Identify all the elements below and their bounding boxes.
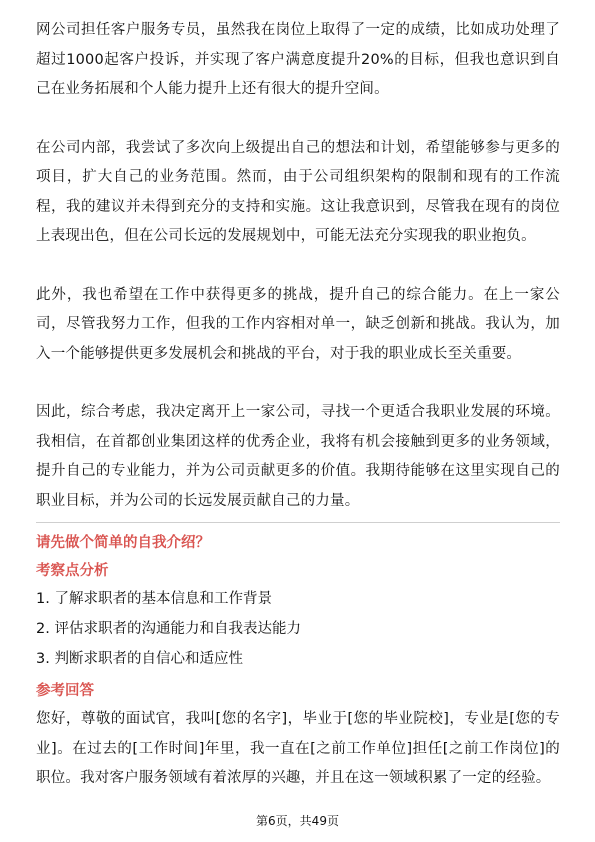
body-paragraph-2: 在公司内部，我尝试了多次向上级提出自己的想法和计划，希望能够参与更多的项目，扩大自己的业务范围。然而，由于公司组织架构的限制和现有的工作流程，我的建议并未得到充分的支持和实施。这让我意识到，尽管我在现有的岗位上表现出色，但在公司长远的发展规划中，可能无法充分实现我的职业抱负。 bbox=[36, 139, 560, 244]
body-paragraph-4: 因此，综合考虑，我决定离开上一家公司，寻找一个更适合我职业发展的环境。我相信，在首都创业集团这样的优秀企业，我将有机会接触到更多的业务领域，提升自己的专业能力，并为公司贡献更多的价值。我期待能够在这里实现自己的职业目标，并为公司的长远发展贡献自己的力量。 bbox=[36, 404, 560, 509]
analysis-item-2: 2. 评估求职者的沟通能力和自我表达能力 bbox=[36, 621, 301, 637]
page-content bbox=[36, 16, 560, 794]
interview-question: 请先做个简单的自我介绍？ bbox=[36, 535, 210, 551]
body-paragraph-1: 网公司担任客户服务专员，虽然我在岗位上取得了一定的成绩，比如成功处理了超过1000起客户投诉，并实现了客户满意度提升20%的目标，但我也意识到自己在业务拓展和个人能力提升上还有很大的提升空间。 bbox=[36, 22, 560, 97]
reference-title: 参考回答 bbox=[36, 683, 94, 699]
reference-answer: 您好，尊敬的面试官，我叫[您的名字]，毕业于[您的毕业院校]，专业是[您的专业]。在过去的[工作时间]年里，我一直在[之前工作单位]担任[之前工作岗位]的职位。我对客户服务领域有着浓厚的兴趣，并且在这一领域积累了一定的经验。 bbox=[36, 711, 560, 786]
page-number-footer: 第6页，共49页 bbox=[256, 814, 339, 828]
section-divider bbox=[36, 522, 560, 523]
analysis-item-1: 1. 了解求职者的基本信息和工作背景 bbox=[36, 591, 272, 607]
analysis-title: 考察点分析 bbox=[36, 563, 109, 579]
body-paragraph-3: 此外，我也希望在工作中获得更多的挑战，提升自己的综合能力。在上一家公司，尽管我努力工作，但我的工作内容相对单一，缺乏创新和挑战。我认为，加入一个能够提供更多发展机会和挑战的平台，对于我的职业成长至关重要。 bbox=[36, 286, 560, 362]
analysis-item-3: 3. 判断求职者的自信心和适应性 bbox=[36, 651, 243, 667]
